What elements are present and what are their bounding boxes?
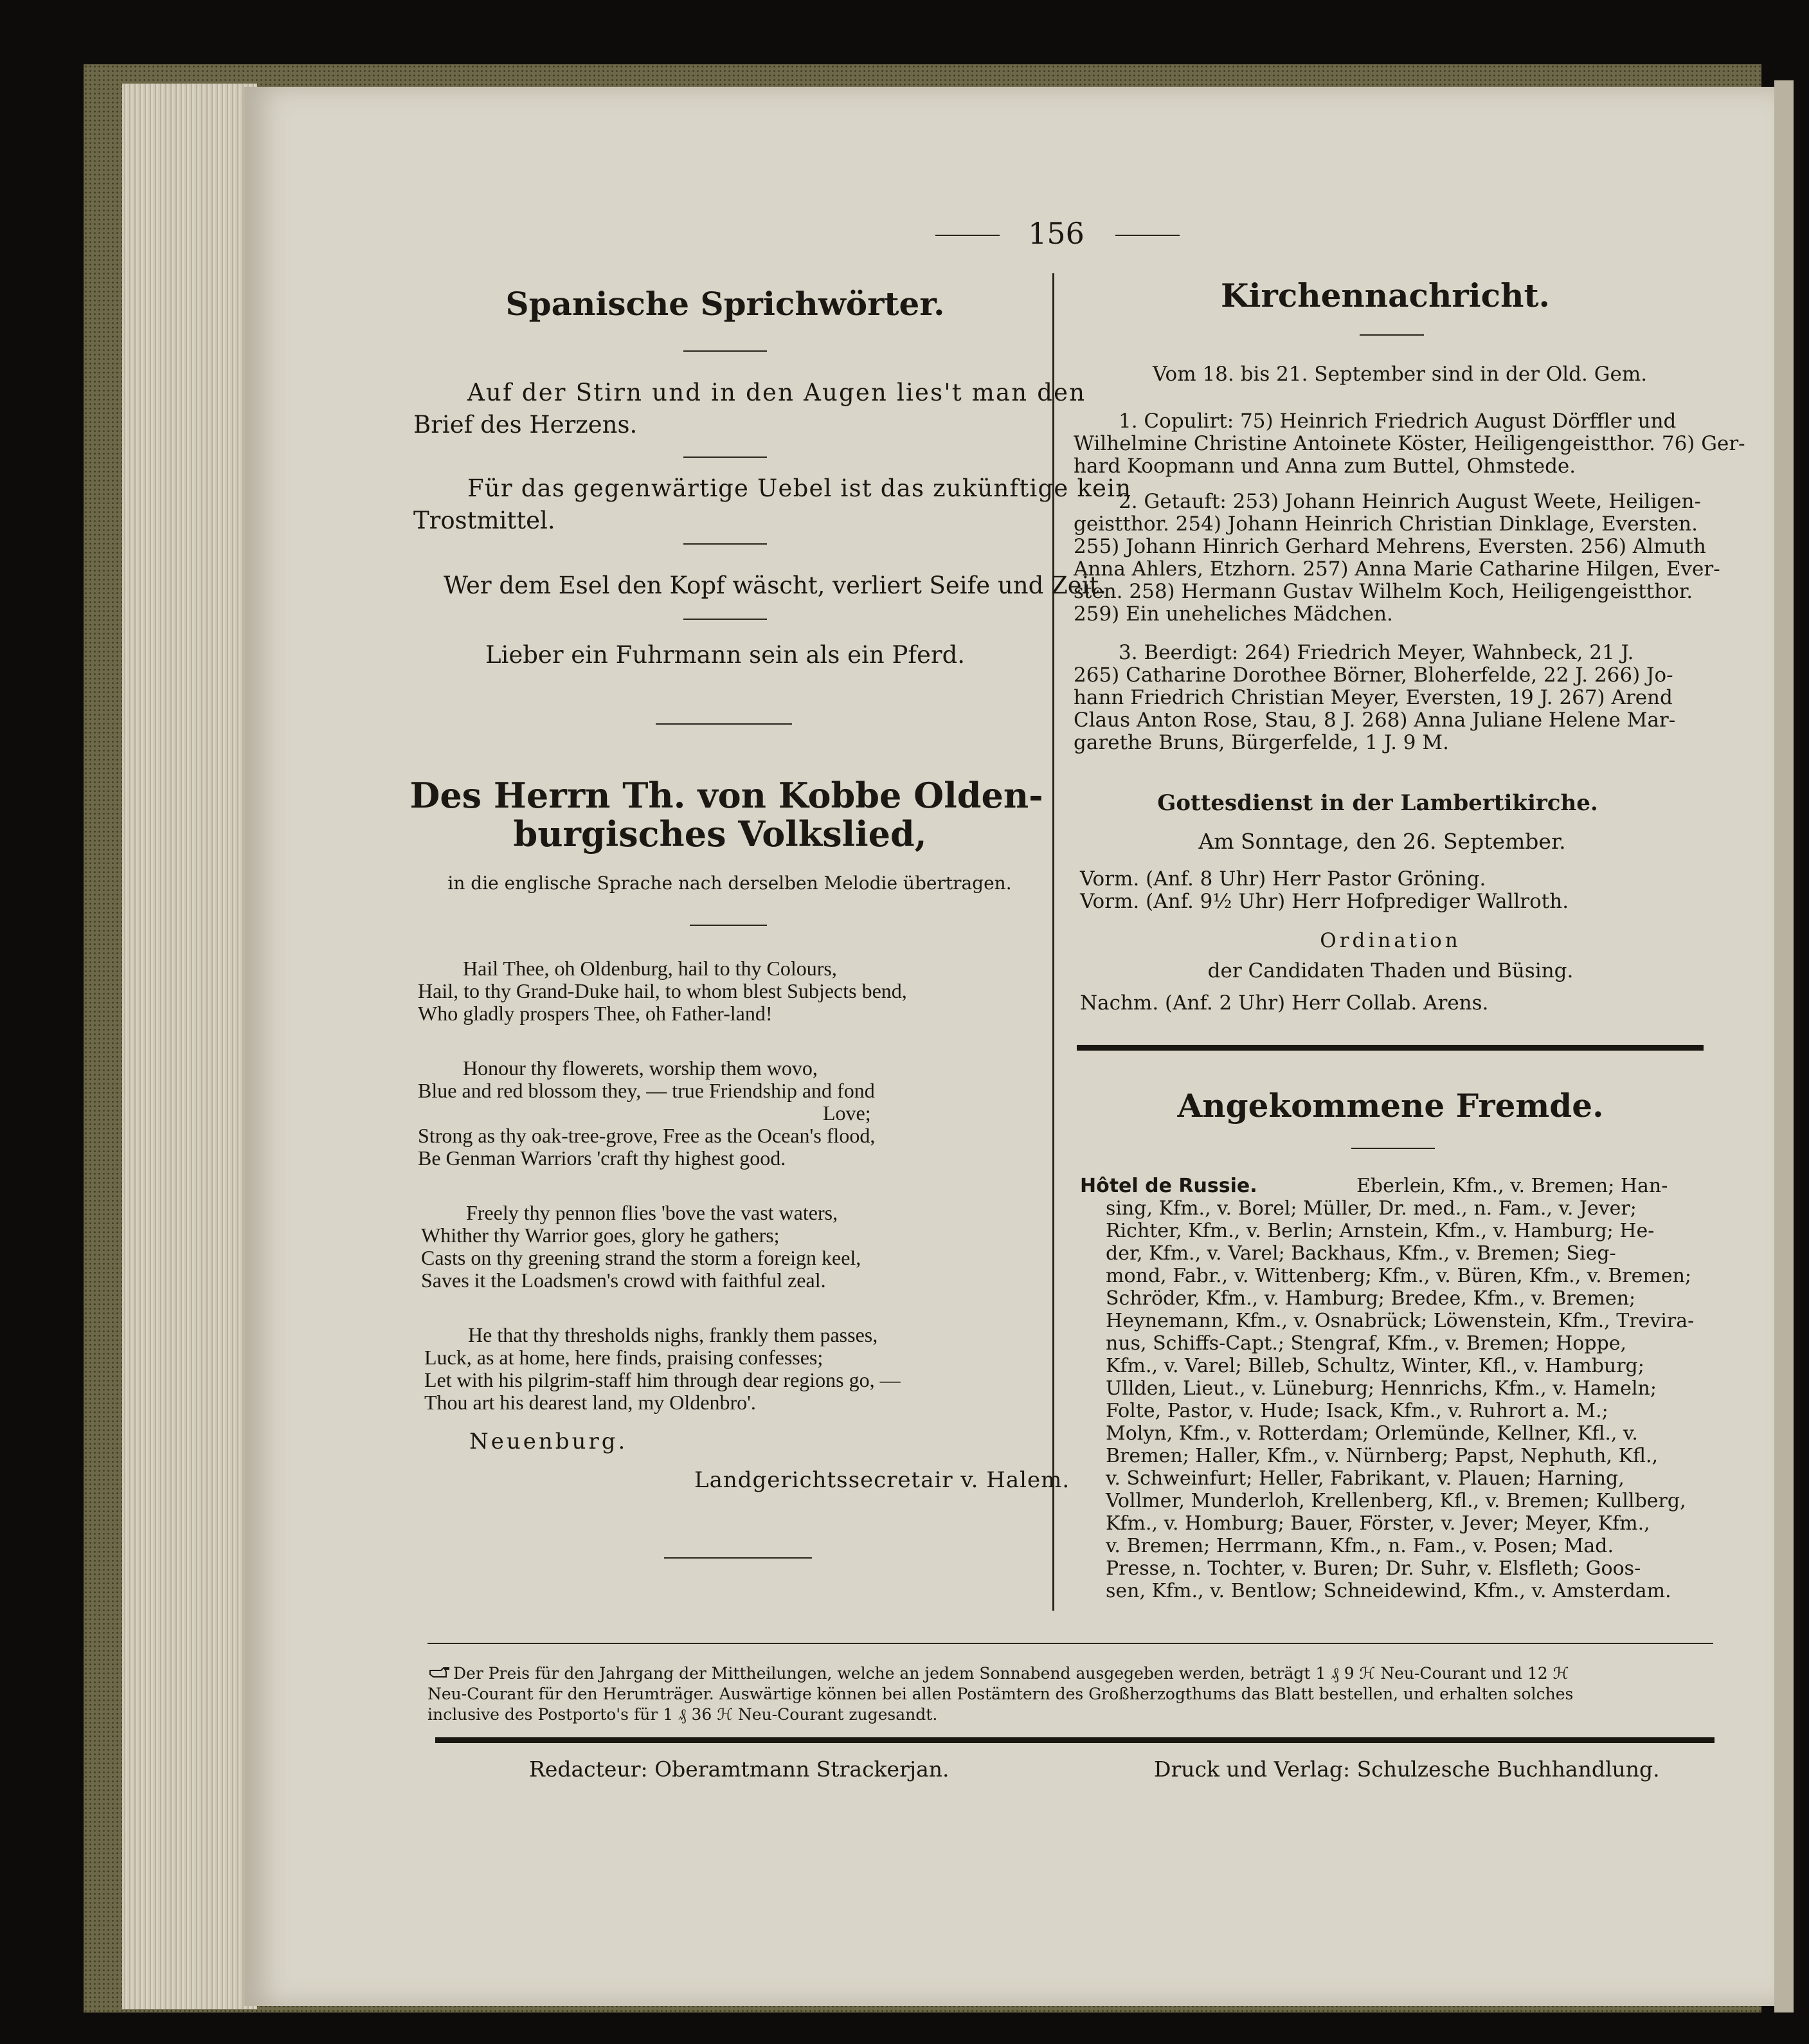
page-edges [122,84,257,2009]
church-line: geistthor. 254) Johann Heinrich Christian Dinklage, Eversten. [1074,512,1698,536]
stanza-line: Blue and red blossom they, — true Friendship and fond [418,1079,875,1102]
arrival-line: Vollmer, Munderloh, Krellenberg, Kfl., v. Bremen; Kullberg, [1106,1490,1686,1512]
church-line: garethe Bruns, Bürgerfelde, 1 J. 9 M. [1074,731,1449,754]
song-subtitle: in die englische Sprache nach derselben Melodie übertragen. [447,873,1012,894]
church-line: 265) Catharine Dorothee Börner, Bloherfelde, 22 J. 266) Jo- [1074,664,1673,687]
church-line: hard Koopmann und Anna zum Buttel, Ohmstede. [1074,455,1576,478]
church-line: Claus Anton Rose, Stau, 8 J. 268) Anna Juliane Helene Mar- [1074,709,1676,732]
service-title: Gottesdienst in der Lambertikirche. [1157,790,1598,816]
church-intro: Vom 18. bis 21. September sind in der Old. Gem. [1153,363,1648,386]
proverb-2-line-1: Für das gegenwärtige Uebel ist das zukünftige kein [467,475,1132,502]
proverb-rule [683,543,767,545]
footer-publisher: Druck und Verlag: Schulzesche Buchhandlung. [1154,1757,1660,1782]
column-divider [1052,273,1054,1611]
stanza-line: Freely thy pennon flies 'bove the vast waters, [466,1201,838,1224]
church-rule [1360,334,1424,336]
arrival-line: Kfm., v. Homburg; Bauer, Förster, v. Jever; Meyer, Kfm., [1106,1512,1650,1535]
church-line: 1. Copulirt: 75) Heinrich Friedrich August Dörffler und [1119,410,1677,433]
church-title: Kirchennachricht. [1221,276,1550,314]
stanza-line: Hail, to thy Grand-Duke hail, to whom blest Subjects bend, [418,979,907,1002]
song-title-line-2: burgisches Volkslied, [513,813,927,855]
stanza-line: Hail Thee, oh Oldenburg, hail to thy Colours, [463,957,837,980]
stanza-line: Luck, as at home, here finds, praising confesses; [424,1346,824,1369]
header-rule-right [1115,235,1180,236]
service-date: Am Sonntage, den 26. September. [1198,829,1566,854]
song-title-line-1: Des Herrn Th. von Kobbe Olden- [410,775,1043,816]
ordination-label: Ordination [1320,929,1461,952]
stanza-line: Whither thy Warrior goes, glory he gathers; [421,1224,780,1247]
arrival-line: Schröder, Kfm., v. Hamburg; Bredee, Kfm., v. Bremen; [1106,1287,1636,1310]
church-line: sten. 258) Hermann Gustav Wilhelm Koch, Heiligengeistthor. [1074,580,1693,603]
arrival-line: sing, Kfm., v. Borel; Müller, Dr. med., n. Fam., v. Jever; [1106,1197,1637,1220]
church-line: 259) Ein uneheliches Mädchen. [1074,602,1393,626]
song-author: Landgerichtssecretair v. Halem. [694,1467,1070,1493]
arrival-line: Ullden, Lieut., v. Lüneburg; Hennrichs, Kfm., v. Hameln; [1106,1377,1657,1400]
arrival-line: Kfm., v. Varel; Billeb, Schultz, Winter, Kfl., v. Hamburg; [1106,1355,1644,1377]
footer-editor: Redacteur: Oberamtmann Strackerjan. [529,1757,950,1782]
stanza-line: Love; [823,1101,871,1125]
notice-line-1: Der Preis für den Jahrgang der Mittheilungen, welche an jedem Sonnabend ausgegeben werden, beträgt 1 ₰ 9 ℋ Neu-Courant und 12 ℋ [453,1664,1569,1683]
proverb-2-line-2: Trostmittel. [413,507,555,534]
service-2: Vorm. (Anf. 9½ Uhr) Herr Hofprediger Wallroth. [1080,890,1569,913]
song-place: Neuenburg. [469,1429,628,1454]
stanza-line: Thou art his dearest land, my Oldenbro'. [424,1391,756,1414]
arrival-line: Eberlein, Kfm., v. Bremen; Han- [1356,1175,1668,1197]
page-right-edge [1774,80,1794,2012]
stanza-line: Strong as thy oak-tree-grove, Free as the Ocean's flood, [418,1124,876,1147]
section-rule [656,723,792,725]
header-rule-left [935,235,1000,236]
pointing-hand-icon [429,1667,450,1682]
church-line: Wilhelmine Christine Antoinete Köster, Heiligengeistthor. 76) Ger- [1074,432,1745,455]
stanza-line: Saves it the Loadsmen's crowd with faithful zeal. [421,1269,826,1292]
church-line: hann Friedrich Christian Meyer, Eversten, 19 J. 267) Arend [1074,686,1673,709]
arrival-line: Richter, Kfm., v. Berlin; Arnstein, Kfm., v. Hamburg; He- [1106,1220,1655,1242]
arrival-line: mond, Fabr., v. Wittenberg; Kfm., v. Büren, Kfm., v. Bremen; [1106,1265,1692,1287]
page-number: 156 [1028,216,1084,251]
stanza-line: Casts on thy greening strand the storm a foreign keel, [421,1246,861,1269]
church-line: 255) Johann Hinrich Gerhard Mehrens, Eversten. 256) Almuth [1074,535,1706,558]
ordination-candidates: der Candidaten Thaden und Büsing. [1207,959,1574,982]
arrival-line: Heynemann, Kfm., v. Osnabrück; Löwenstein, Kfm., Trevira- [1106,1310,1695,1332]
stanza-line: Let with his pilgrim-staff him through dear regions go, — [424,1368,901,1391]
notice-line-2: Neu-Courant für den Herumträger. Auswärtige können bei allen Postämtern des Großherzogthums das Blatt bestellen, und erhalten solches [428,1685,1574,1703]
arrival-line: Molyn, Kfm., v. Rotterdam; Orlemünde, Kellner, Kfl., v. [1106,1422,1638,1445]
stanza-line: Be Genman Warriors 'craft thy highest good. [418,1146,786,1170]
stanza-line: Who gladly prospers Thee, oh Father-land! [418,1002,773,1025]
proverb-1-line-1: Auf der Stirn und in den Augen lies't man den [467,379,1086,406]
proverb-1-line-2: Brief des Herzens. [413,411,638,439]
proverb-rule [683,457,767,458]
stanza-line: Honour thy flowerets, worship them wovo, [463,1056,818,1080]
notice-bottom-rule [435,1737,1715,1743]
song-rule [690,925,767,926]
proverbs-rule [683,350,767,352]
service-1: Vorm. (Anf. 8 Uhr) Herr Pastor Gröning. [1080,867,1486,891]
church-line: Anna Ahlers, Etzhorn. 257) Anna Marie Catharine Hilgen, Ever- [1074,557,1720,581]
arrival-line: v. Bremen; Herrmann, Kfm., n. Fam., v. Posen; Mad. [1106,1535,1614,1557]
arrivals-title: Angekommene Fremde. [1177,1087,1604,1125]
arrival-line: Bremen; Haller, Kfm., v. Nürnberg; Papst, Nephuth, Kfl., [1106,1445,1659,1467]
hotel-name: Hôtel de Russie. [1080,1175,1257,1197]
proverb-4: Lieber ein Fuhrmann sein als ein Pferd. [485,641,966,669]
arrival-line: Folte, Pastor, v. Hude; Isack, Kfm., v. Ruhrort a. M.; [1106,1400,1608,1422]
arrival-line: der, Kfm., v. Varel; Backhaus, Kfm., v. Bremen; Sieg- [1106,1242,1616,1265]
church-line: 2. Getauft: 253) Johann Heinrich August Weete, Heiligen- [1119,490,1701,513]
arrival-line: sen, Kfm., v. Bentlow; Schneidewind, Kfm., v. Amsterdam. [1106,1580,1671,1602]
section-double-rule [1077,1045,1704,1051]
arrival-line: nus, Schiffs-Capt.; Stengraf, Kfm., v. Bremen; Hoppe, [1106,1332,1626,1355]
song-end-rule [664,1557,812,1559]
arrival-line: Presse, n. Tochter, v. Buren; Dr. Suhr, v. Elsfleth; Goos- [1106,1557,1641,1580]
proverbs-title: Spanische Sprichwörter. [505,285,945,323]
proverb-3: Wer dem Esel den Kopf wäscht, verliert Seife und Zeit. [444,572,1107,599]
church-line: 3. Beerdigt: 264) Friedrich Meyer, Wahnbeck, 21 J. [1119,641,1634,664]
arrivals-rule [1351,1148,1435,1149]
notice-top-rule [428,1643,1713,1644]
service-3: Nachm. (Anf. 2 Uhr) Herr Collab. Arens. [1080,991,1489,1015]
proverb-rule [683,619,767,620]
notice-line-3: inclusive des Postporto's für 1 ₰ 36 ℋ Neu-Courant zugesandt. [428,1705,938,1724]
arrival-line: v. Schweinfurt; Heller, Fabrikant, v. Plauen; Harning, [1106,1467,1625,1490]
stanza-line: He that thy thresholds nighs, frankly them passes, [468,1323,878,1346]
